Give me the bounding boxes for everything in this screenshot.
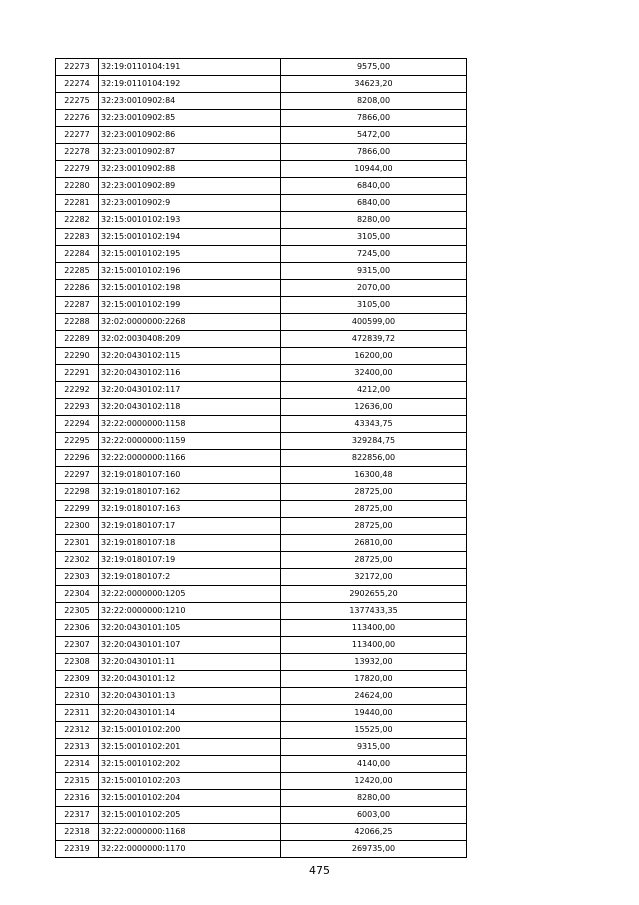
table-row <box>56 467 467 484</box>
row-number: 22315 <box>56 773 99 790</box>
cadastral-value: 3105,00 <box>281 229 467 246</box>
cadastral-number: 32:20:0430102:117 <box>99 382 281 399</box>
cadastral-number: 32:22:0000000:1205 <box>99 586 281 603</box>
cadastral-number: 32:15:0010102:203 <box>99 773 281 790</box>
cadastral-number: 32:15:0010102:202 <box>99 756 281 773</box>
row-number: 22273 <box>56 59 99 76</box>
cadastral-value: 28725,00 <box>281 501 467 518</box>
cadastral-number: 32:22:0000000:1210 <box>99 603 281 620</box>
row-number: 22317 <box>56 807 99 824</box>
table-row <box>56 807 467 824</box>
cadastral-value: 28725,00 <box>281 484 467 501</box>
table-row <box>56 790 467 807</box>
cadastral-number: 32:20:0430102:116 <box>99 365 281 382</box>
table-row <box>56 195 467 212</box>
cadastral-value: 42066,25 <box>281 824 467 841</box>
cadastral-number: 32:22:0000000:1166 <box>99 450 281 467</box>
row-number: 22296 <box>56 450 99 467</box>
table-row <box>56 620 467 637</box>
cadastral-value: 26810,00 <box>281 535 467 552</box>
cadastral-number: 32:19:0180107:163 <box>99 501 281 518</box>
cadastral-value: 5472,00 <box>281 127 467 144</box>
cadastral-number: 32:19:0180107:19 <box>99 552 281 569</box>
cadastral-value: 400599,00 <box>281 314 467 331</box>
cadastral-value: 24624,00 <box>281 688 467 705</box>
row-number: 22291 <box>56 365 99 382</box>
row-number: 22309 <box>56 671 99 688</box>
cadastral-number: 32:19:0180107:162 <box>99 484 281 501</box>
table-row <box>56 654 467 671</box>
table-row <box>56 331 467 348</box>
table-body <box>56 59 467 858</box>
row-number: 22310 <box>56 688 99 705</box>
row-number: 22316 <box>56 790 99 807</box>
cadastral-value: 7245,00 <box>281 246 467 263</box>
table-row <box>56 501 467 518</box>
cadastral-value: 8280,00 <box>281 212 467 229</box>
cadastral-value: 6840,00 <box>281 178 467 195</box>
row-number: 22303 <box>56 569 99 586</box>
table-row <box>56 161 467 178</box>
cadastral-value: 2070,00 <box>281 280 467 297</box>
cadastral-value: 17820,00 <box>281 671 467 688</box>
table-row <box>56 569 467 586</box>
row-number: 22312 <box>56 722 99 739</box>
cadastral-number: 32:20:0430101:107 <box>99 637 281 654</box>
row-number: 22305 <box>56 603 99 620</box>
row-number: 22288 <box>56 314 99 331</box>
table-row <box>56 93 467 110</box>
cadastral-number: 32:02:0000000:2268 <box>99 314 281 331</box>
cadastral-value: 28725,00 <box>281 518 467 535</box>
cadastral-value: 9315,00 <box>281 263 467 280</box>
cadastral-value: 822856,00 <box>281 450 467 467</box>
row-number: 22278 <box>56 144 99 161</box>
row-number: 22276 <box>56 110 99 127</box>
cadastral-value: 8208,00 <box>281 93 467 110</box>
table-row <box>56 416 467 433</box>
cadastral-number: 32:15:0010102:194 <box>99 229 281 246</box>
table-row <box>56 382 467 399</box>
cadastral-value: 472839,72 <box>281 331 467 348</box>
table-row <box>56 722 467 739</box>
row-number: 22283 <box>56 229 99 246</box>
table-row <box>56 297 467 314</box>
row-number: 22314 <box>56 756 99 773</box>
row-number: 22279 <box>56 161 99 178</box>
row-number: 22295 <box>56 433 99 450</box>
cadastral-number: 32:19:0110104:191 <box>99 59 281 76</box>
row-number: 22284 <box>56 246 99 263</box>
cadastral-number: 32:22:0000000:1168 <box>99 824 281 841</box>
cadastral-value: 7866,00 <box>281 144 467 161</box>
row-number: 22304 <box>56 586 99 603</box>
table-row <box>56 773 467 790</box>
cadastral-number: 32:15:0010102:199 <box>99 297 281 314</box>
table-row <box>56 688 467 705</box>
row-number: 22297 <box>56 467 99 484</box>
cadastral-number: 32:15:0010102:204 <box>99 790 281 807</box>
row-number: 22300 <box>56 518 99 535</box>
row-number: 22307 <box>56 637 99 654</box>
table-row <box>56 365 467 382</box>
table-row <box>56 76 467 93</box>
row-number: 22302 <box>56 552 99 569</box>
row-number: 22285 <box>56 263 99 280</box>
cadastral-number: 32:15:0010102:205 <box>99 807 281 824</box>
table-row <box>56 127 467 144</box>
cadastral-value: 269735,00 <box>281 841 467 858</box>
cadastral-number: 32:15:0010102:196 <box>99 263 281 280</box>
row-number: 22298 <box>56 484 99 501</box>
row-number: 22301 <box>56 535 99 552</box>
cadastral-number: 32:15:0010102:195 <box>99 246 281 263</box>
table-row <box>56 841 467 858</box>
cadastral-value: 16300,48 <box>281 467 467 484</box>
cadastral-number: 32:20:0430102:115 <box>99 348 281 365</box>
table-row <box>56 603 467 620</box>
cadastral-number: 32:20:0430101:14 <box>99 705 281 722</box>
cadastral-value: 32400,00 <box>281 365 467 382</box>
cadastral-number: 32:23:0010902:88 <box>99 161 281 178</box>
page-number: 475 <box>309 864 330 877</box>
cadastral-value: 12420,00 <box>281 773 467 790</box>
row-number: 22293 <box>56 399 99 416</box>
table-row <box>56 586 467 603</box>
cadastral-number: 32:19:0180107:18 <box>99 535 281 552</box>
cadastral-value: 19440,00 <box>281 705 467 722</box>
table-row <box>56 229 467 246</box>
cadastral-number: 32:19:0180107:17 <box>99 518 281 535</box>
cadastral-value: 13932,00 <box>281 654 467 671</box>
cadastral-value: 2902655,20 <box>281 586 467 603</box>
row-number: 22286 <box>56 280 99 297</box>
row-number: 22275 <box>56 93 99 110</box>
row-number: 22274 <box>56 76 99 93</box>
cadastral-value: 10944,00 <box>281 161 467 178</box>
cadastral-number: 32:15:0010102:200 <box>99 722 281 739</box>
row-number: 22319 <box>56 841 99 858</box>
cadastral-value: 6003,00 <box>281 807 467 824</box>
row-number: 22280 <box>56 178 99 195</box>
table-row <box>56 756 467 773</box>
cadastral-value: 7866,00 <box>281 110 467 127</box>
cadastral-value: 15525,00 <box>281 722 467 739</box>
cadastral-number: 32:20:0430101:12 <box>99 671 281 688</box>
row-number: 22289 <box>56 331 99 348</box>
cadastral-number: 32:23:0010902:89 <box>99 178 281 195</box>
cadastral-value: 9575,00 <box>281 59 467 76</box>
cadastral-number: 32:22:0000000:1158 <box>99 416 281 433</box>
cadastral-value: 12636,00 <box>281 399 467 416</box>
cadastral-value: 9315,00 <box>281 739 467 756</box>
cadastral-number: 32:02:0030408:209 <box>99 331 281 348</box>
cadastral-number: 32:15:0010102:201 <box>99 739 281 756</box>
cadastral-number: 32:19:0180107:160 <box>99 467 281 484</box>
cadastral-number: 32:23:0010902:84 <box>99 93 281 110</box>
cadastral-number: 32:15:0010102:193 <box>99 212 281 229</box>
table-row <box>56 348 467 365</box>
row-number: 22281 <box>56 195 99 212</box>
cadastral-value-table <box>55 58 467 858</box>
table-row <box>56 705 467 722</box>
row-number: 22299 <box>56 501 99 518</box>
table-row <box>56 535 467 552</box>
cadastral-value: 4140,00 <box>281 756 467 773</box>
table-row <box>56 399 467 416</box>
cadastral-number: 32:22:0000000:1170 <box>99 841 281 858</box>
cadastral-number: 32:19:0180107:2 <box>99 569 281 586</box>
cadastral-value: 1377433,35 <box>281 603 467 620</box>
cadastral-number: 32:23:0010902:87 <box>99 144 281 161</box>
table-row <box>56 263 467 280</box>
cadastral-value: 43343,75 <box>281 416 467 433</box>
row-number: 22306 <box>56 620 99 637</box>
table-row <box>56 433 467 450</box>
table-row <box>56 212 467 229</box>
table-row <box>56 450 467 467</box>
cadastral-value: 8280,00 <box>281 790 467 807</box>
row-number: 22290 <box>56 348 99 365</box>
cadastral-number: 32:22:0000000:1159 <box>99 433 281 450</box>
table-row <box>56 552 467 569</box>
cadastral-value: 113400,00 <box>281 620 467 637</box>
row-number: 22282 <box>56 212 99 229</box>
cadastral-number: 32:20:0430101:13 <box>99 688 281 705</box>
cadastral-number: 32:20:0430102:118 <box>99 399 281 416</box>
cadastral-number: 32:20:0430101:105 <box>99 620 281 637</box>
cadastral-number: 32:20:0430101:11 <box>99 654 281 671</box>
table-row <box>56 314 467 331</box>
row-number: 22313 <box>56 739 99 756</box>
table-row <box>56 280 467 297</box>
cadastral-value: 4212,00 <box>281 382 467 399</box>
table-row <box>56 144 467 161</box>
cadastral-number: 32:23:0010902:85 <box>99 110 281 127</box>
row-number: 22318 <box>56 824 99 841</box>
table-row <box>56 110 467 127</box>
table-row <box>56 824 467 841</box>
cadastral-value: 32172,00 <box>281 569 467 586</box>
row-number: 22311 <box>56 705 99 722</box>
table-row <box>56 739 467 756</box>
cadastral-number: 32:19:0110104:192 <box>99 76 281 93</box>
table-row <box>56 671 467 688</box>
row-number: 22277 <box>56 127 99 144</box>
cadastral-value: 3105,00 <box>281 297 467 314</box>
row-number: 22294 <box>56 416 99 433</box>
table-row <box>56 518 467 535</box>
cadastral-value: 34623,20 <box>281 76 467 93</box>
cadastral-value: 113400,00 <box>281 637 467 654</box>
cadastral-value: 16200,00 <box>281 348 467 365</box>
cadastral-value: 28725,00 <box>281 552 467 569</box>
table-row <box>56 637 467 654</box>
table-row <box>56 484 467 501</box>
cadastral-value: 329284,75 <box>281 433 467 450</box>
row-number: 22292 <box>56 382 99 399</box>
table-row <box>56 178 467 195</box>
cadastral-number: 32:15:0010102:198 <box>99 280 281 297</box>
row-number: 22308 <box>56 654 99 671</box>
cadastral-value: 6840,00 <box>281 195 467 212</box>
cadastral-number: 32:23:0010902:9 <box>99 195 281 212</box>
table-row <box>56 246 467 263</box>
row-number: 22287 <box>56 297 99 314</box>
table-row <box>56 59 467 76</box>
cadastral-number: 32:23:0010902:86 <box>99 127 281 144</box>
